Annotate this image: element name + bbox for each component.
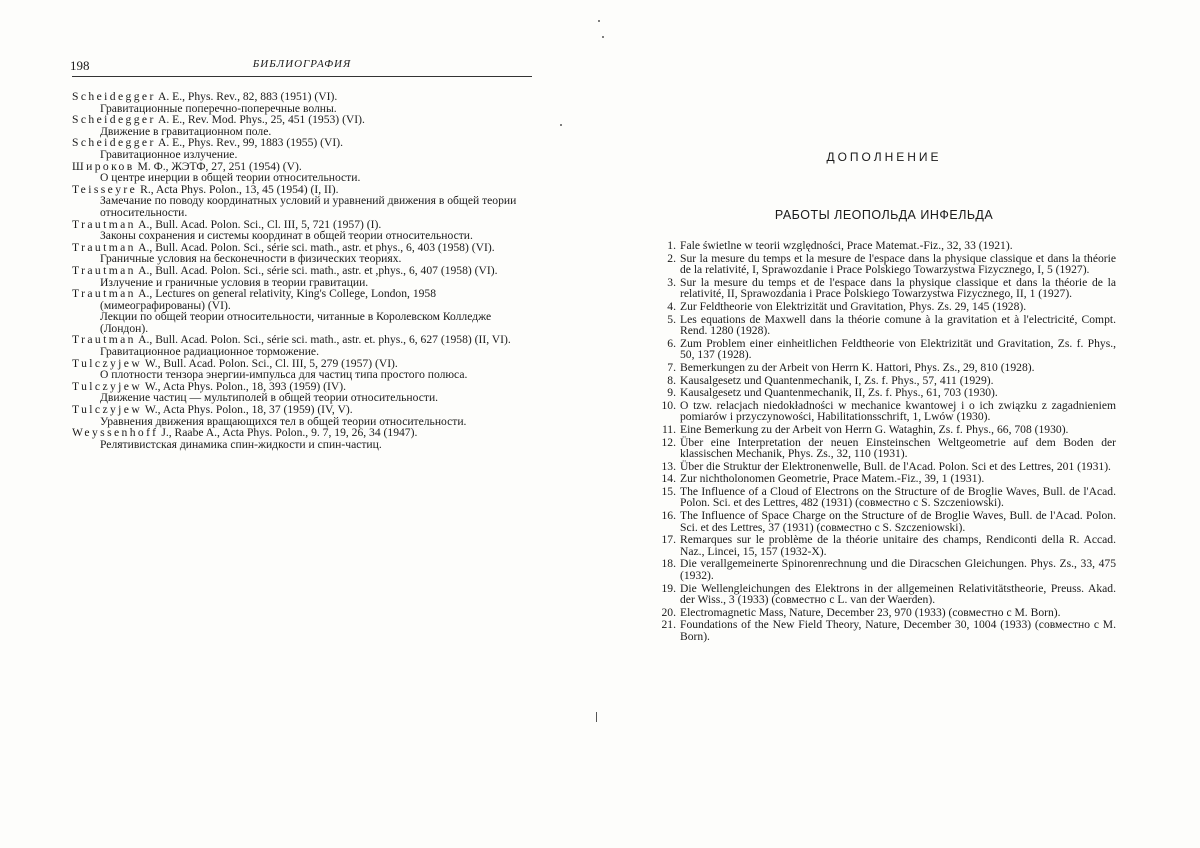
- work-text: Die Wellengleichungen des Elektrons in der allgemeinen Relativitätstheorie, Preuss. Akad. der Wiss., 3 (1933) (совместно с L. van der Waerden).: [680, 581, 1116, 607]
- work-item: [652, 424, 1116, 436]
- bibliography-entry: [72, 114, 532, 137]
- entry-author: Широков: [72, 159, 135, 173]
- work-item: [652, 583, 1116, 606]
- section-title: ДОПОЛНЕНИЕ: [826, 150, 942, 164]
- work-item: [652, 338, 1116, 361]
- entry-annotation: Замечание по поводу координатных условий и уравнений движения в общей теории относительности.: [100, 194, 517, 219]
- entry-author: Tulczyjew: [72, 379, 143, 393]
- entry-citation: W., Acta Phys. Polon., 18, 37 (1959) (IV, V).: [142, 403, 353, 417]
- entry-citation: W., Bull. Acad. Polon. Sci., Cl. III, 5, 279 (1957) (VI).: [142, 356, 398, 370]
- work-number: 16.: [661, 509, 676, 523]
- entry-annotation: Гравитационное радиационное торможение.: [100, 345, 319, 359]
- entry-annotation: О плотности тензора энергии-импульса для частиц типа простого полюса.: [100, 368, 468, 382]
- entry-author: Weyssenhoff: [72, 426, 159, 440]
- work-number: 21.: [661, 618, 676, 632]
- print-speck: [596, 712, 597, 722]
- entry-annotation: Движение частиц — мультиполей в общей теории относительности.: [100, 391, 439, 405]
- work-item: [652, 362, 1116, 374]
- print-speck: [602, 36, 604, 38]
- running-head: БИБЛИОГРАФИЯ: [252, 58, 352, 70]
- entry-annotation: Граничные условия на бесконечности в физических теориях.: [100, 252, 402, 266]
- bibliography-entry: [72, 404, 532, 427]
- entry-author: Trautman: [72, 287, 136, 301]
- work-number: 20.: [661, 605, 676, 619]
- work-number: 7.: [667, 360, 676, 374]
- work-number: 4.: [667, 299, 676, 313]
- work-number: 10.: [661, 398, 676, 412]
- entry-author: Teisseyre: [72, 182, 138, 196]
- entry-citation: J., Raabe A., Acta Phys. Polon., 9. 7, 19, 26, 34 (1947).: [158, 426, 418, 440]
- page-number: 198: [70, 58, 90, 73]
- bibliography-entry: [72, 137, 532, 160]
- work-text: Sur la mesure du temps et de l'espace dans la physique classique et dans la théorie de la relativité, II, Sprawozdania i Prace Polskiego Towarzystwa Fizycznego, II, 1 (1927).: [680, 275, 1116, 301]
- work-item: [652, 558, 1116, 581]
- entry-author: Trautman: [72, 263, 136, 277]
- work-text: Fale świetlne w teorii względności, Prace Matemat.-Fiz., 32, 33 (1921).: [680, 239, 1013, 252]
- entry-annotation: Движение в гравитационном поле.: [100, 124, 272, 138]
- work-item: [652, 619, 1116, 642]
- work-item: [652, 607, 1116, 619]
- works-list: [652, 240, 1116, 643]
- entry-citation: A. E., Phys. Rev., 99, 1883 (1955) (VI).: [155, 136, 344, 150]
- bibliography-entry: [72, 242, 532, 265]
- work-text: Bemerkungen zu der Arbeit von Herrn K. Hattori, Phys. Zs., 29, 810 (1928).: [680, 360, 1035, 374]
- work-item: [652, 400, 1116, 423]
- work-number: 15.: [661, 484, 676, 498]
- left-page: [72, 54, 532, 450]
- work-number: 19.: [661, 581, 676, 595]
- work-text: Zur nichtholonomen Geometrie, Prace Matem.-Fiz., 39, 1 (1931).: [680, 472, 985, 486]
- entry-author: Scheidegger: [72, 136, 156, 150]
- bibliography-entry: [72, 427, 532, 450]
- work-text: Electromagnetic Mass, Nature, December 23, 970 (1933) (совместно с M. Born).: [680, 605, 1061, 619]
- work-text: Zum Problem einer einheitlichen Feldtheorie von Elektrizität und Gravitation, Zs. f. Phys., 50, 137 (1928).: [680, 336, 1116, 362]
- print-speck: [598, 20, 600, 22]
- work-item: [652, 301, 1116, 313]
- entry-citation: R., Acta Phys. Polon., 13, 45 (1954) (I, II).: [137, 182, 339, 196]
- work-number: 12.: [661, 435, 676, 449]
- right-page: [652, 150, 1116, 644]
- entry-annotation: Излучение и граничные условия в теории гравитации.: [100, 275, 369, 289]
- bibliography-entry: [72, 91, 532, 114]
- entry-annotation: Лекции по общей теории относительности, читанные в Королевском Колледже (Лондон).: [100, 310, 492, 335]
- work-number: 2.: [667, 251, 676, 265]
- print-speck: [560, 124, 562, 126]
- work-number: 11.: [661, 422, 676, 436]
- work-text: O tzw. relacjach niedokładności w mechanice kwantowej i o ich związku z zagadnieniem pomiarów i przyczynowości, Habilitationsschrift, 1, Lwów (1930).: [680, 398, 1116, 424]
- work-text: Die verallgemeinerte Spinorenrechnung und die Diracschen Gleichungen. Phys. Zs., 33, 475 (1932).: [680, 557, 1116, 583]
- work-item: [652, 375, 1116, 387]
- entry-citation: A. E., Rev. Mod. Phys., 25, 451 (1953) (VI).: [155, 113, 365, 127]
- entry-citation: A., Bull. Acad. Polon. Sci., Cl. III, 5, 721 (1957) (I).: [135, 217, 382, 231]
- entry-author: Tulczyjew: [72, 403, 143, 417]
- entry-annotation: Уравнения движения вращающихся тел в общей теории относительности.: [100, 414, 467, 428]
- entry-author: Scheidegger: [72, 113, 156, 127]
- work-number: 18.: [661, 557, 676, 571]
- entry-author: Trautman: [72, 333, 136, 347]
- work-item: [652, 277, 1116, 300]
- section-subtitle: РАБОТЫ ЛЕОПОЛЬДА ИНФЕЛЬДА: [774, 208, 994, 222]
- work-text: Foundations of the New Field Theory, Nature, December 30, 1004 (1933) (совместно с M. Born).: [680, 618, 1116, 643]
- entry-author: Trautman: [72, 240, 136, 254]
- work-text: Über die Struktur der Elektronenwelle, Bull. de l'Acad. Polon. Sci et des Lettres, 201 (1931).: [680, 459, 1111, 473]
- entry-citation: A. E., Phys. Rev., 82, 883 (1951) (VI).: [155, 90, 338, 103]
- bibliography-entry: [72, 381, 532, 404]
- work-number: 14.: [661, 472, 676, 486]
- bibliography-entry: [72, 334, 532, 357]
- work-text: Les equations de Maxwell dans la théorie comune à la gravitation et à l'electricité, Compt. Rend. 1280 (1928).: [680, 312, 1116, 338]
- work-number: 13.: [661, 459, 676, 473]
- entry-annotation: Релятивистская динамика спин-жидкости и спин-частиц.: [100, 437, 382, 451]
- work-item: [652, 461, 1116, 473]
- work-text: Über eine Interpretation der neuen Einsteinschen Weltgeometrie auf dem Boden der klassischen Mechanik, Phys. Zs., 32, 110 (1931).: [680, 435, 1116, 461]
- entry-annotation: О центре инерции в общей теории относительности.: [100, 171, 361, 185]
- entry-citation: W., Acta Phys. Polon., 18, 393 (1959) (IV).: [142, 379, 346, 393]
- entry-citation: М. Ф., ЖЭТФ, 27, 251 (1954) (V).: [134, 159, 302, 173]
- entry-citation: A., Lectures on general relativity, King's College, London, 1958 (мимеографированы) (VI).: [100, 287, 437, 312]
- work-number: 3.: [667, 275, 676, 289]
- work-text: Remarques sur le problème de la théorie unitaire des champs, Rendiconti della R. Accad. Naz., Lincei, 15, 157 (1932-X).: [680, 533, 1116, 558]
- work-text: Kausalgesetz und Quantenmechanik, I, Zs. f. Phys., 57, 411 (1929).: [680, 373, 994, 387]
- work-item: [652, 510, 1116, 533]
- work-item: [652, 253, 1116, 276]
- page-header: [72, 54, 532, 77]
- work-text: The Influence of a Cloud of Electrons on the Structure of de Broglie Waves, Bull. de l'Acad. Polon. Sci. et des Lettres, 482 (1931) (совместно с S. Szczeniowski).: [680, 484, 1116, 510]
- bibliography-entry: [72, 161, 532, 184]
- work-number: 5.: [667, 312, 676, 326]
- work-text: Eine Bemerkung zu der Arbeit von Herrn G. Wataghin, Zs. f. Phys., 66, 708 (1930).: [680, 422, 1069, 436]
- work-number: 9.: [667, 386, 676, 400]
- entry-author: Scheidegger: [72, 90, 156, 103]
- entry-citation: A., Bull. Acad. Polon. Sci., série sci. math., astr. et ,phys., 6, 407 (1958) (VI).: [135, 263, 498, 277]
- entry-annotation: Гравитационные поперечно-поперечные волны.: [100, 101, 337, 115]
- work-number: 17.: [661, 533, 676, 547]
- work-item: [652, 387, 1116, 399]
- work-item: [652, 314, 1116, 337]
- bibliography-list: [72, 91, 532, 450]
- entry-citation: A., Bull. Acad. Polon. Sci., série sci. math., astr. et phys., 6, 403 (1958) (VI).: [135, 240, 495, 254]
- work-number: 6.: [667, 336, 676, 350]
- entry-author: Trautman: [72, 217, 136, 231]
- work-number: 8.: [667, 373, 676, 387]
- work-text: Kausalgesetz und Quantenmechanik, II, Zs. f. Phys., 61, 703 (1930).: [680, 386, 998, 400]
- work-item: [652, 473, 1116, 485]
- bibliography-entry: [72, 265, 532, 288]
- work-item: [652, 240, 1116, 252]
- work-text: Sur la mesure du temps et la mesure de l'espace dans la physique classique et dans la théorie de la relativité, I, Sprawozdanie i Prace Polskiego Towarzystwa Fizycznego, I, 5 (1927).: [680, 251, 1116, 277]
- entry-annotation: Гравитационное излучение.: [100, 147, 238, 161]
- work-item: [652, 437, 1116, 460]
- bibliography-entry: [72, 184, 532, 219]
- entry-annotation: Законы сохранения и системы координат в общей теории относительности.: [100, 229, 473, 243]
- bibliography-entry: [72, 288, 532, 334]
- bibliography-entry: [72, 219, 532, 242]
- bibliography-entry: [72, 358, 532, 381]
- entry-author: Tulczyjew: [72, 356, 143, 370]
- work-number: 1.: [667, 239, 676, 252]
- work-text: Zur Feldtheorie von Elektrizität und Gravitation, Phys. Zs. 29, 145 (1928).: [680, 299, 1027, 313]
- work-item: [652, 534, 1116, 557]
- entry-citation: A., Bull. Acad. Polon. Sci., série sci. math., astr. et. phys., 6, 627 (1958) (II, VI).: [135, 333, 511, 347]
- work-text: The Influence of Space Charge on the Structure of de Broglie Waves, Bull. de l'Acad. Polon. Sci. et des Lettres, 37 (1931) (совместно с S. Szczeniowski).: [680, 509, 1116, 534]
- work-item: [652, 486, 1116, 509]
